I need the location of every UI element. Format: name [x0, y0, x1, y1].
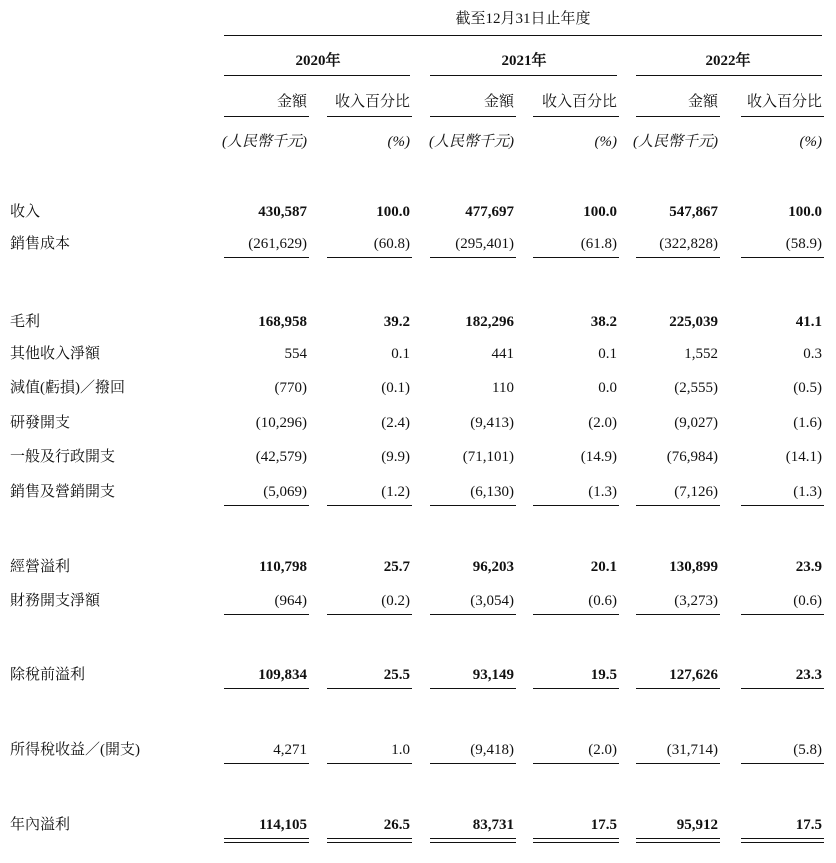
- table-cell: 100.0: [788, 204, 822, 220]
- table-cell: 4,271: [273, 742, 307, 758]
- column-header-underline: [430, 116, 516, 117]
- cell-underline: [327, 505, 412, 506]
- cell-underline: [224, 688, 309, 689]
- table-cell: (76,984): [666, 449, 718, 465]
- cell-underline: [327, 614, 412, 615]
- table-cell: 38.2: [590, 314, 617, 330]
- table-cell: (31,714): [666, 742, 718, 758]
- cell-underline: [636, 257, 720, 258]
- row-label: 財務開支淨額: [10, 593, 101, 609]
- table-cell: 554: [284, 346, 307, 362]
- cell-underline: [430, 688, 516, 689]
- cell-underline: [533, 257, 619, 258]
- table-cell: 39.2: [383, 314, 410, 330]
- year-heading: 2022年: [705, 53, 751, 69]
- table-cell: (964): [274, 593, 307, 609]
- table-cell: 26.5: [383, 817, 410, 833]
- cell-double-underline: [533, 838, 619, 843]
- table-cell: (0.2): [381, 593, 410, 609]
- unit-label: (人民幣千元): [222, 134, 307, 150]
- unit-label: (人民幣千元): [633, 134, 718, 150]
- table-cell: (71,101): [462, 449, 514, 465]
- column-header-underline: [224, 116, 309, 117]
- year-heading: 2021年: [501, 53, 547, 69]
- row-label: 銷售及營銷開支: [10, 484, 116, 500]
- table-cell: (1.3): [588, 484, 617, 500]
- table-cell: 168,958: [258, 314, 307, 330]
- cell-underline: [224, 257, 309, 258]
- column-header-underline: [636, 116, 720, 117]
- row-label: 年內溢利: [10, 817, 71, 833]
- table-cell: 110,798: [259, 559, 307, 575]
- row-label: 減值(虧損)／撥回: [10, 380, 125, 396]
- table-cell: 110: [492, 380, 514, 396]
- cell-underline: [327, 763, 412, 764]
- table-cell: 182,296: [465, 314, 514, 330]
- table-cell: (58.9): [785, 236, 822, 252]
- column-header: 金額: [687, 94, 718, 110]
- cell-underline: [224, 505, 309, 506]
- year-heading: 2020年: [295, 53, 341, 69]
- table-cell: (9.9): [381, 449, 410, 465]
- cell-double-underline: [636, 838, 720, 843]
- cell-underline: [636, 763, 720, 764]
- cell-underline: [636, 688, 720, 689]
- table-cell: 96,203: [472, 559, 514, 575]
- table-cell: (0.1): [381, 380, 410, 396]
- cell-underline: [224, 614, 309, 615]
- year-underline: [636, 75, 822, 76]
- column-header: 收入百分比: [334, 94, 410, 110]
- row-label: 除稅前溢利: [10, 667, 86, 683]
- cell-underline: [430, 763, 516, 764]
- table-cell: 547,867: [669, 204, 718, 220]
- table-cell: 23.9: [795, 559, 822, 575]
- table-cell: (1.2): [381, 484, 410, 500]
- table-cell: (2.4): [381, 415, 410, 431]
- cell-double-underline: [224, 838, 309, 843]
- unit-label: (%): [594, 134, 617, 150]
- table-cell: 0.1: [391, 346, 410, 362]
- row-label: 收入: [10, 204, 41, 220]
- cell-double-underline: [741, 838, 824, 843]
- table-cell: 0.3: [803, 346, 822, 362]
- table-cell: 225,039: [669, 314, 718, 330]
- table-cell: 430,587: [258, 204, 307, 220]
- cell-underline: [430, 614, 516, 615]
- table-cell: (9,027): [674, 415, 718, 431]
- table-cell: (6,130): [470, 484, 514, 500]
- table-cell: (61.8): [580, 236, 617, 252]
- table-cell: 109,834: [258, 667, 307, 683]
- unit-label: (%): [387, 134, 410, 150]
- table-cell: (0.6): [588, 593, 617, 609]
- table-cell: (261,629): [248, 236, 307, 252]
- cell-underline: [224, 763, 309, 764]
- table-cell: (322,828): [659, 236, 718, 252]
- table-cell: (14.9): [580, 449, 617, 465]
- cell-underline: [636, 505, 720, 506]
- table-cell: (60.8): [373, 236, 410, 252]
- table-cell: 95,912: [676, 817, 718, 833]
- table-cell: 17.5: [590, 817, 617, 833]
- cell-double-underline: [430, 838, 516, 843]
- year-underline: [430, 75, 617, 76]
- row-label: 研發開支: [10, 415, 71, 431]
- cell-underline: [533, 763, 619, 764]
- table-cell: 441: [491, 346, 514, 362]
- table-cell: 83,731: [472, 817, 514, 833]
- cell-underline: [741, 763, 824, 764]
- table-cell: 114,105: [259, 817, 307, 833]
- table-cell: (2.0): [588, 742, 617, 758]
- cell-underline: [741, 688, 824, 689]
- row-label: 其他收入淨額: [10, 346, 101, 362]
- table-cell: 23.3: [795, 667, 822, 683]
- table-cell: (770): [274, 380, 307, 396]
- unit-label: (%): [799, 134, 822, 150]
- table-cell: 130,899: [669, 559, 718, 575]
- table-cell: 0.1: [598, 346, 617, 362]
- unit-label: (人民幣千元): [429, 134, 514, 150]
- table-cell: 17.5: [795, 817, 822, 833]
- column-header: 金額: [276, 94, 307, 110]
- table-cell: (3,273): [674, 593, 718, 609]
- cell-underline: [741, 614, 824, 615]
- table-cell: (1.3): [793, 484, 822, 500]
- table-cell: (5,069): [263, 484, 307, 500]
- table-cell: (7,126): [674, 484, 718, 500]
- cell-underline: [430, 257, 516, 258]
- year-underline: [224, 75, 410, 76]
- cell-underline: [430, 505, 516, 506]
- table-cell: (2.0): [588, 415, 617, 431]
- table-cell: (3,054): [470, 593, 514, 609]
- table-cell: 0.0: [598, 380, 617, 396]
- row-label: 毛利: [10, 314, 41, 330]
- period-underline: [224, 35, 822, 36]
- table-cell: 25.5: [383, 667, 410, 683]
- period-heading: 截至12月31日止年度: [455, 11, 591, 27]
- table-cell: 100.0: [376, 204, 410, 220]
- row-label: 一般及行政開支: [10, 449, 116, 465]
- table-cell: (42,579): [255, 449, 307, 465]
- table-cell: 100.0: [583, 204, 617, 220]
- table-cell: (1.6): [793, 415, 822, 431]
- cell-double-underline: [327, 838, 412, 843]
- column-header: 金額: [483, 94, 514, 110]
- table-cell: 19.5: [590, 667, 617, 683]
- table-cell: (2,555): [674, 380, 718, 396]
- row-label: 所得稅收益／(開支): [10, 742, 140, 758]
- table-cell: (9,413): [470, 415, 514, 431]
- cell-underline: [533, 688, 619, 689]
- column-header-underline: [741, 116, 824, 117]
- row-label: 銷售成本: [10, 236, 71, 252]
- table-cell: (14.1): [785, 449, 822, 465]
- row-label: 經營溢利: [10, 559, 71, 575]
- column-header-underline: [327, 116, 412, 117]
- table-cell: 41.1: [795, 314, 822, 330]
- table-cell: (5.8): [793, 742, 822, 758]
- column-header: 收入百分比: [746, 94, 822, 110]
- table-cell: (295,401): [455, 236, 514, 252]
- table-cell: (10,296): [255, 415, 307, 431]
- cell-underline: [741, 505, 824, 506]
- table-cell: 1.0: [391, 742, 410, 758]
- table-cell: 1,552: [684, 346, 718, 362]
- table-cell: (9,418): [470, 742, 514, 758]
- table-cell: 127,626: [669, 667, 718, 683]
- table-cell: 25.7: [383, 559, 410, 575]
- cell-underline: [741, 257, 824, 258]
- table-cell: 93,149: [472, 667, 514, 683]
- cell-underline: [533, 505, 619, 506]
- column-header: 收入百分比: [541, 94, 617, 110]
- column-header-underline: [533, 116, 619, 117]
- cell-underline: [636, 614, 720, 615]
- table-cell: 477,697: [465, 204, 514, 220]
- cell-underline: [327, 257, 412, 258]
- table-cell: (0.5): [793, 380, 822, 396]
- table-cell: (0.6): [793, 593, 822, 609]
- cell-underline: [327, 688, 412, 689]
- table-cell: 20.1: [590, 559, 617, 575]
- cell-underline: [533, 614, 619, 615]
